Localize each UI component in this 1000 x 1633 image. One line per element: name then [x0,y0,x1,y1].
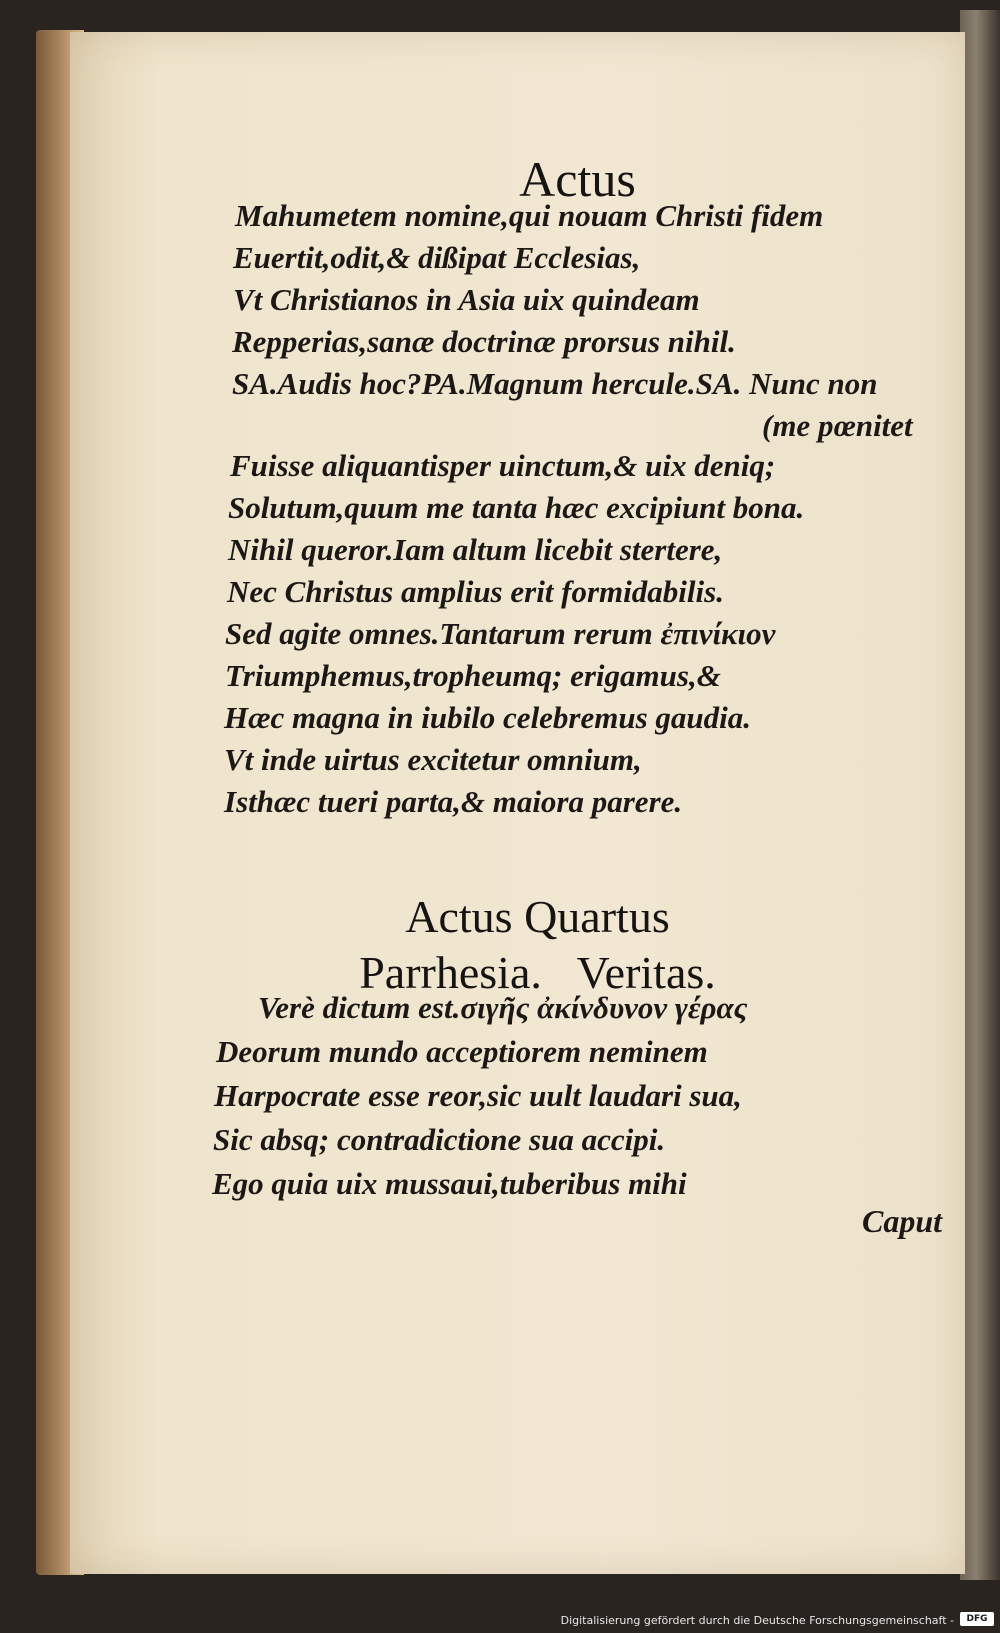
verse-line: Triumphemus,tropheumq; erigamus,& [225,658,721,693]
footer-credit: Digitalisierung gefördert durch die Deutsche Forschungsgemeinschaft - [560,1614,954,1627]
verse-line: Isthæc tueri parta,& maiora parere. [224,784,683,819]
verse-line: Mahumetem nomine,qui nouam Christi fidem [235,198,824,233]
act-title: Actus Quartus [405,891,670,942]
verse-line: Fuisse aliquantisper uinctum,& uix deniq; [230,448,776,483]
act-speakers: Parrhesia. Veritas. [359,947,716,998]
verse-line: Nec Christus amplius erit formidabilis. [227,574,724,609]
catchword: Caput [862,1203,943,1239]
verse-line: SA.Audis hoc?PA.Magnum hercule.SA. Nunc non [232,366,878,401]
verse-line-turnover: (me pœnitet [762,408,913,443]
book-page [70,32,965,1574]
verse-line: Euertit,odit,& dißipat Ecclesias, [233,240,641,275]
verse-line: Nihil queror.Iam altum licebit stertere, [228,532,723,567]
verse-line: Ego quia uix mussaui,tuberibus mihi [212,1166,687,1201]
verse-line: Vt inde uirtus excitetur omnium, [224,742,642,777]
verse-line: Hæc magna in iubilo celebremus gaudia. [224,700,752,735]
dfg-logo: DFG [960,1612,994,1626]
verse-line: Vt Christianos in Asia uix quindeam [233,282,700,317]
verse-line: Harpocrate esse reor,sic uult laudari sua, [214,1078,742,1113]
verse-line: Verè dictum est.σιγῆς ἀκίνδυνον γέρας [258,990,748,1025]
adjacent-page-edge [960,10,1000,1580]
verse-line: Sed agite omnes.Tantarum rerum ἐπινίκιον [225,616,776,651]
verse-line: Sic absq; contradictione sua accipi. [213,1122,666,1157]
running-head: Actus [519,151,636,207]
verse-line: Repperias,sanæ doctrinæ prorsus nihil. [232,324,736,359]
verse-line: Deorum mundo acceptiorem neminem [216,1034,708,1069]
verse-line: Solutum,quum me tanta hæc excipiunt bona. [228,490,805,525]
